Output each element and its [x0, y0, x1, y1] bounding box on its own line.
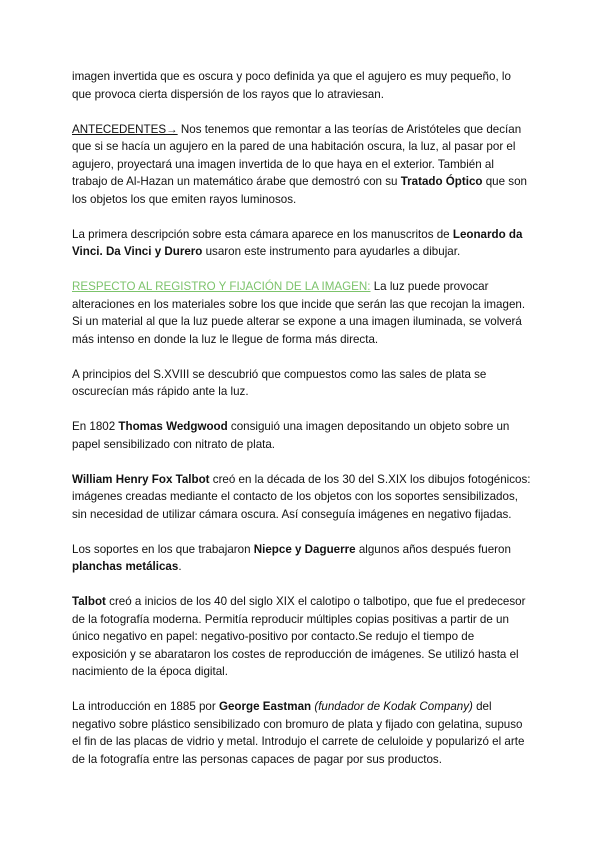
paragraph-text: La introducción en 1885 por [72, 700, 219, 713]
bold-term: planchas metálicas [72, 560, 179, 573]
paragraph-eastman [72, 698, 532, 768]
paragraph-text: algunos años después fueron [355, 542, 511, 556]
paragraph-calotipo [72, 593, 532, 681]
paragraph-text: del negativo sobre plástico sensibilizado con bromuro de plata y fijado con gelatina, supuso el fin de las placas de vidrio y metal. Introdujo el carrete de celuloide y popularizó el arte de la fotografía entre las personas capaces de pagar por sus productos. [72, 700, 525, 766]
paragraph-text: Los soportes en los que trabajaron [72, 542, 254, 556]
paragraph-text: que son los objetos los que emiten rayos luminosos. [72, 175, 527, 206]
paragraph-first-description [72, 226, 532, 261]
paragraph-talbot-fotogenicos [72, 471, 532, 524]
paragraph-text: consiguió una imagen depositando un objeto sobre un papel sensibilizado con nitrato de plata. [72, 420, 510, 451]
paragraph-sales-de-plata [72, 366, 532, 401]
paragraph-text: La primera descripción sobre esta cámara aparece en los manuscritos de [72, 227, 453, 241]
paragraph-text: En 1802 [72, 420, 119, 433]
paragraph-niepce-daguerre [72, 541, 532, 576]
bold-term: William Henry Fox Talbot [72, 472, 210, 486]
section-heading-registro: RESPECTO AL REGISTRO Y FIJACIÓN DE LA IMAGEN: [72, 280, 371, 293]
paragraph-text: usaron este instrumento para ayudarles a dibujar. [202, 245, 461, 258]
paragraph-antecedentes [72, 121, 532, 209]
paragraph-wedgwood [72, 418, 532, 453]
bold-term: Tratado Óptico [400, 175, 483, 188]
paragraph-text: creó a inicios de los 40 del siglo XIX el calotipo o talbotipo, que fue el predecesor de la fotografía moderna. Permitía reproducir múltiples copias positivas a partir de un único negativo en papel: negativo-positivo por contacto.Se redujo el tiempo de exposición y se abarataron los costes de reproducción de imágenes. Se utilizó hasta el nacimiento de la época digital. [72, 595, 526, 678]
italic-note: (fundador de Kodak Company) [311, 700, 473, 713]
paragraph-text: La luz puede provocar alteraciones en los materiales sobre los que incide que serán las que recojan la imagen. Si un material al que la luz puede alterar se expone a una imagen iluminada, se volverá más intenso en donde la luz le llegue de forma más directa. [72, 280, 526, 346]
paragraph-camera-obscura-intro [72, 68, 532, 103]
bold-term: Niepce y Daguerre [253, 542, 356, 556]
document-page [72, 68, 532, 786]
paragraph-text: imagen invertida que es oscura y poco definida ya que el agujero es muy pequeño, lo que provoca cierta dispersión de los rayos que lo atraviesan. [72, 70, 511, 101]
bold-term: Leonardo da Vinci. Da Vinci y Durero [72, 227, 523, 258]
bold-term: George Eastman [218, 700, 312, 713]
paragraph-text: A principios del S.XVIII se descubrió que compuestos como las sales de plata se oscurecían más rápido ante la luz. [72, 367, 487, 398]
paragraph-text: Nos tenemos que remontar a las teorías de Aristóteles que decían que si se hacía un agujero en la pared de una habitación oscura, la luz, al pasar por el agujero, proyectará una imagen invertida de lo que haya en el exterior. También al trabajo de Al-Hazan un matemático árabe que demostró con su [72, 122, 522, 188]
paragraph-text: creó en la década de los 30 del S.XIX los dibujos fotogénicos: imágenes creadas mediante el contacto de los objetos con los soportes sensibilizados, sin necesidad de utilizar cámara oscura. Así conseguía imágenes en negativo fijadas. [72, 472, 531, 521]
bold-term: Thomas Wedgwood [118, 420, 228, 433]
bold-term: Talbot [72, 595, 106, 608]
section-heading-antecedentes: ANTECEDENTES→ [72, 122, 178, 136]
paragraph-text: . [178, 560, 182, 573]
paragraph-registro-fijacion [72, 278, 532, 348]
